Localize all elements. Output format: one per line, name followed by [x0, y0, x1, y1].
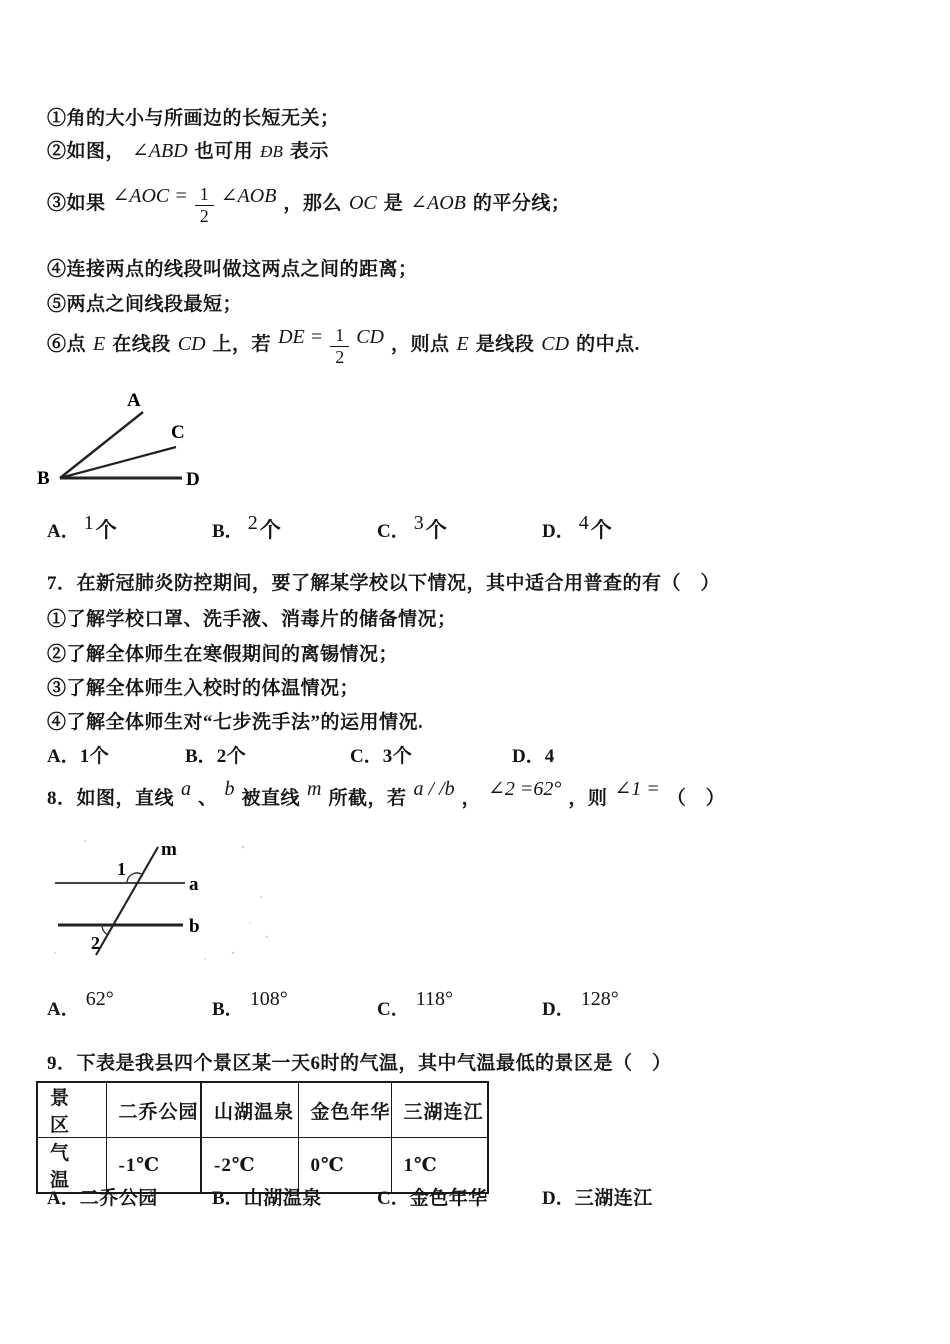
- option-letter: D．: [542, 999, 575, 1020]
- parallel-lines-diagram: [45, 833, 275, 965]
- q8-mid2: 所截，若: [328, 788, 407, 809]
- q9-option-a: [47, 1183, 158, 1210]
- option-text: 1个: [79, 746, 110, 767]
- option-value: 118°: [415, 988, 453, 1010]
- q8-mid3: ，则: [568, 788, 608, 809]
- header-jinse-nianhua: 金色年华: [298, 1082, 391, 1138]
- header-shanhu-hotspring: 山湖温泉: [201, 1082, 298, 1138]
- q8-stem: [47, 776, 725, 810]
- option-letter: C．: [350, 746, 383, 767]
- q9-option-d: [542, 1183, 653, 1210]
- q8-suffix: （ ）: [666, 788, 726, 809]
- option-text: 4: [544, 746, 555, 767]
- statement-2-suffix: 表示: [289, 141, 329, 162]
- statement-6-prefix: ⑥点: [47, 334, 87, 356]
- q8-mid1: 被直线: [241, 788, 301, 809]
- segment-cd: CD: [541, 333, 570, 356]
- q7-stem: 7．在新冠肺炎防控期间，要了解某学校以下情况，其中适合用普查的有（ ）: [47, 573, 721, 594]
- label-angle1: 1: [117, 859, 126, 879]
- option-text: 山湖温泉: [243, 1188, 322, 1209]
- line-a: a: [181, 778, 192, 800]
- options-row-count: [0, 512, 950, 552]
- fraction-numerator: 1: [330, 326, 349, 347]
- parallel-condition: a / /b: [413, 778, 455, 800]
- fraction-denominator: 2: [199, 205, 209, 226]
- angle1-unknown: ∠1 =: [614, 778, 660, 800]
- temp-jinse: 0℃: [298, 1138, 391, 1194]
- label-a: a: [189, 874, 199, 895]
- option-letter: C．: [377, 1188, 410, 1209]
- temp-sanhu: 1℃: [391, 1138, 488, 1194]
- q7-item-2: ②了解全体师生在寒假期间的离锡情况；: [47, 644, 399, 665]
- option-letter: A．: [47, 1188, 80, 1209]
- label-angle2: 2: [91, 933, 100, 953]
- option-value: 108°: [249, 988, 288, 1010]
- option-number: 3: [413, 512, 424, 534]
- header-erqiao-park: 二乔公园: [106, 1082, 201, 1138]
- label-d: D: [186, 469, 200, 490]
- fraction-one-half: [195, 185, 214, 226]
- option-letter: B．: [212, 999, 244, 1020]
- statement-6: [47, 326, 640, 367]
- option-letter: B．: [212, 1188, 244, 1209]
- q7-option-b: [185, 741, 246, 768]
- statement-5: ⑤两点之间线段最短；: [47, 294, 243, 315]
- q7-item-1: ①了解学校口罩、洗手液、消毒片的储备情况；: [47, 609, 457, 630]
- label-m: m: [161, 839, 177, 860]
- statement-6-suffix: 的中点.: [576, 334, 640, 356]
- angle-rays-diagram: [35, 388, 215, 492]
- temp-shanhu: -2℃: [201, 1138, 298, 1194]
- q8-comma2: ，: [461, 788, 482, 809]
- option-c: [377, 512, 447, 544]
- option-text: 2个: [216, 746, 247, 767]
- statement-3: [47, 183, 570, 226]
- option-number: 4: [578, 512, 589, 534]
- option-d: [542, 512, 612, 544]
- q9-options-row: [0, 1183, 950, 1223]
- temperature-table: [36, 1081, 489, 1194]
- q8-option-a: [47, 988, 114, 1021]
- q8-prefix: 8．如图，直线: [47, 788, 175, 809]
- option-text: 3个: [382, 746, 413, 767]
- q7-option-d: [512, 741, 555, 768]
- angle-aob: ∠AOB: [410, 192, 466, 214]
- statement-2-mid: 也可用: [194, 141, 254, 162]
- option-unit: 个: [95, 518, 117, 542]
- angle2-value: ∠2 =62°: [488, 778, 562, 800]
- fraction-one-half: [330, 326, 349, 367]
- formula-de-rhs: CD: [356, 326, 385, 349]
- statement-3-suffix: 的平分线；: [472, 193, 571, 214]
- ray-ba: [60, 412, 143, 478]
- option-unit: 个: [425, 518, 447, 542]
- option-letter: D．: [542, 521, 575, 542]
- option-unit: 个: [259, 518, 281, 542]
- q8-option-b: [212, 988, 288, 1021]
- transversal-m: [96, 847, 158, 955]
- q9-stem: 9．下表是我县四个景区某一天6时的气温，其中气温最低的景区是（ ）: [47, 1053, 672, 1074]
- q9-option-c: [377, 1183, 488, 1210]
- formula-aoc-rhs: ∠AOB: [220, 185, 277, 207]
- q9-option-b: [212, 1183, 322, 1210]
- option-unit: 个: [590, 518, 612, 542]
- option-value: 62°: [85, 988, 114, 1010]
- option-letter: B．: [185, 746, 217, 767]
- option-letter: C．: [377, 521, 410, 542]
- line-b: b: [224, 778, 235, 800]
- temp-erqiao: -1℃: [106, 1138, 201, 1194]
- statement-4: ④连接两点的线段叫做这两点之间的距离；: [47, 259, 418, 280]
- option-text: 金色年华: [409, 1188, 488, 1209]
- statement-6-mid3: ，则点: [391, 334, 450, 356]
- segment-oc: OC: [348, 192, 377, 214]
- header-scenic-area: 景 区: [37, 1082, 106, 1138]
- statement-3-prefix: ③如果: [47, 193, 106, 214]
- ray-bc: [60, 447, 176, 478]
- option-letter: A．: [47, 999, 80, 1020]
- statement-2-prefix: ②如图，: [47, 141, 126, 162]
- option-number: 1: [83, 512, 94, 534]
- statement-6-mid4: 是线段: [475, 334, 535, 356]
- option-a: [47, 512, 117, 544]
- q7-options-row: [0, 741, 950, 781]
- statement-6-mid1: 在线段: [112, 334, 171, 356]
- q7-item-3: ③了解全体师生入校时的体温情况；: [47, 678, 360, 699]
- option-letter: A．: [47, 746, 80, 767]
- q8-option-d: [542, 988, 619, 1021]
- angle-abd: ∠ABD: [132, 140, 188, 162]
- q7-option-a: [47, 741, 109, 768]
- option-b: [212, 512, 281, 544]
- statement-2: [47, 136, 329, 163]
- option-letter: C．: [377, 999, 410, 1020]
- label-b: b: [189, 916, 200, 937]
- fraction-numerator: 1: [195, 185, 214, 206]
- option-letter: A．: [47, 521, 80, 542]
- option-letter: D．: [512, 746, 545, 767]
- option-text: 三湖连江: [574, 1188, 653, 1209]
- option-number: 2: [247, 512, 258, 534]
- point-e: E: [93, 333, 106, 356]
- row-label-temperature: 气 温: [37, 1138, 106, 1194]
- table-header-row: [37, 1082, 488, 1138]
- option-value: 128°: [580, 988, 619, 1010]
- formula-de-lhs: DE =: [278, 326, 324, 349]
- fraction-denominator: 2: [335, 346, 345, 367]
- statement-3-mid2: 是: [383, 193, 404, 214]
- option-letter: D．: [542, 1188, 575, 1209]
- option-letter: B．: [212, 521, 244, 542]
- angle-b-notation: ÐB: [260, 142, 283, 161]
- line-m: m: [307, 778, 322, 800]
- q8-comma: 、: [198, 788, 218, 809]
- option-text: 二乔公园: [79, 1188, 158, 1209]
- label-a: A: [127, 390, 141, 411]
- q8-option-c: [377, 988, 453, 1021]
- statement-3-mid1: ，那么: [283, 193, 342, 214]
- q7-option-c: [350, 741, 412, 768]
- label-c: C: [171, 422, 185, 443]
- header-sanhu-lianjiang: 三湖连江: [391, 1082, 488, 1138]
- segment-cd: CD: [177, 333, 206, 356]
- label-b: B: [37, 468, 50, 489]
- q7-item-4: ④了解全体师生对“七步洗手法”的运用情况.: [47, 712, 424, 733]
- q8-options-row: [0, 988, 950, 1028]
- statement-6-mid2: 上，若: [212, 334, 272, 356]
- point-e: E: [456, 333, 469, 356]
- statement-1: ①角的大小与所画边的长短无关；: [47, 108, 340, 129]
- formula-aoc-lhs: ∠AOC =: [112, 185, 188, 207]
